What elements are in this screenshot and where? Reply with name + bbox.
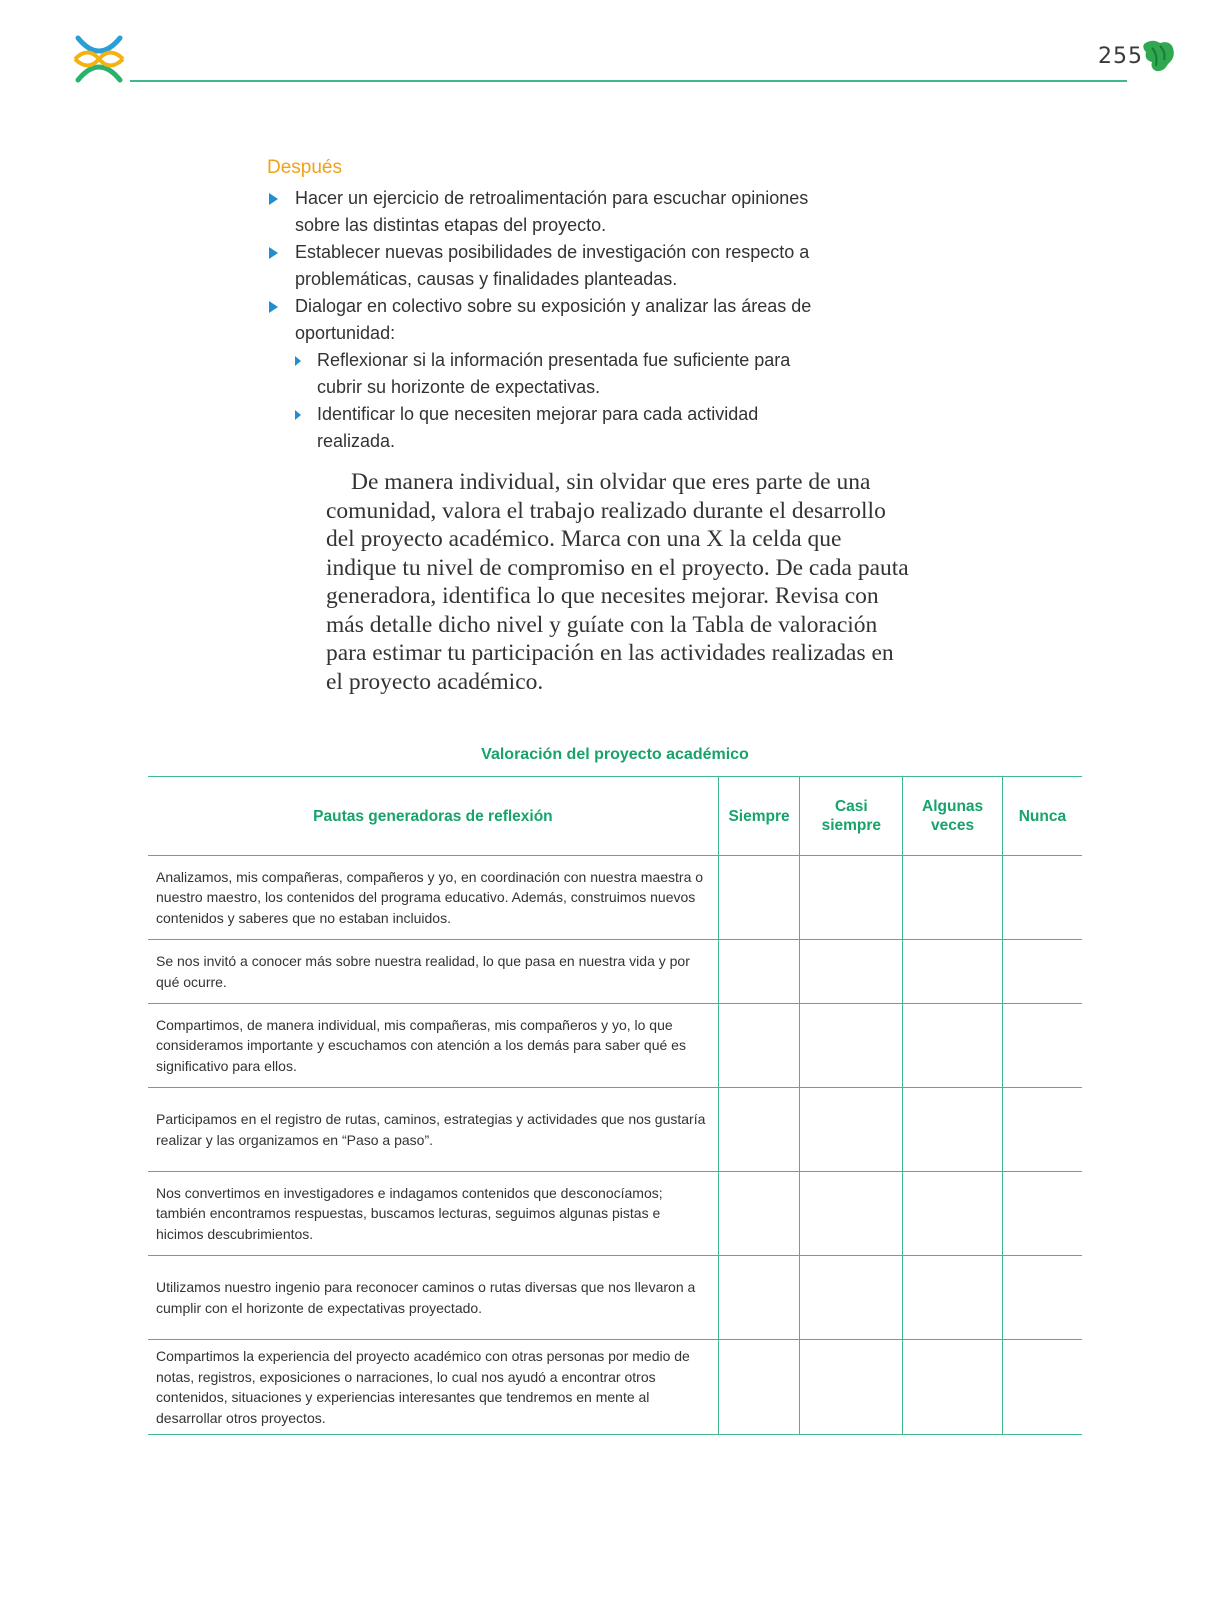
siempre-cell[interactable] — [718, 856, 799, 940]
nunca-cell[interactable] — [1002, 940, 1082, 1004]
pauta-cell: Compartimos, de manera individual, mis compañeras, mis compañeros y yo, lo que consideramos importante y escuchamos con atención a los demás para saber qué es significativo para ellos. — [148, 1004, 718, 1088]
casi-siempre-cell[interactable] — [800, 856, 903, 940]
siempre-cell[interactable] — [718, 1256, 799, 1340]
table-row — [148, 1340, 1082, 1435]
table-row — [148, 1256, 1082, 1340]
casi-siempre-cell[interactable] — [800, 1004, 903, 1088]
table-title: Valoración del proyecto académico — [481, 746, 749, 763]
algunas-veces-cell[interactable] — [903, 1172, 1002, 1256]
casi-siempre-cell[interactable] — [800, 1172, 903, 1256]
siempre-cell[interactable] — [718, 1340, 799, 1435]
triangle-bullet-icon — [295, 410, 301, 420]
pauta-cell: Nos convertimos en investigadores e indagamos contenidos que desconocíamos; también encontramos respuestas, buscamos lecturas, seguimos algunas pistas e hicimos descubrimientos. — [148, 1172, 718, 1256]
algunas-veces-cell[interactable] — [903, 1340, 1002, 1435]
triangle-bullet-icon — [269, 193, 278, 205]
header-casi-siempre: Casi siempre — [800, 777, 903, 856]
list-subitem: Identificar lo que necesiten mejorar para cada actividad realizada. — [267, 401, 827, 455]
pauta-cell: Se nos invitó a conocer más sobre nuestra realidad, lo que pasa en nuestra vida y por qué ocurre. — [148, 940, 718, 1004]
pauta-cell: Compartimos la experiencia del proyecto académico con otras personas por medio de notas, registros, exposiciones o narraciones, lo cual nos ayudó a encontrar otros contenidos, situaciones y experiencias interesantes que tendremos en mente al desarrollar otros proyectos. — [148, 1340, 718, 1435]
instructions-paragraph: De manera individual, sin olvidar que eres parte de una comunidad, valora el trabajo realizado durante el desarrollo del proyecto académico. Marca con una X la celda que indique tu nivel de compromiso en el proyecto. De cada pauta generadora, identifica lo que necesites mejorar. Revisa con más detalle dicho nivel y guíate con la Tabla de valoración para estimar tu participación en las actividades realizadas en el proyecto académico. — [326, 469, 909, 695]
header-algunas-veces: Algunas veces — [903, 777, 1002, 856]
nunca-cell[interactable] — [1002, 1340, 1082, 1435]
page-number: 255 — [1098, 44, 1143, 69]
casi-siempre-cell[interactable] — [800, 1088, 903, 1172]
header-pautas: Pautas generadoras de reflexión — [148, 777, 718, 856]
siempre-cell[interactable] — [718, 1088, 799, 1172]
nunca-cell[interactable] — [1002, 1004, 1082, 1088]
list-item: Establecer nuevas posibilidades de investigación con respecto a problemáticas, causas y finalidades planteadas. — [267, 239, 827, 293]
casi-siempre-cell[interactable] — [800, 1340, 903, 1435]
algunas-veces-cell[interactable] — [903, 940, 1002, 1004]
list-item: Dialogar en colectivo sobre su exposición y analizar las áreas de oportunidad: — [267, 293, 827, 347]
pauta-cell: Utilizamos nuestro ingenio para reconocer caminos o rutas diversas que nos llevaron a cumplir con el horizonte de expectativas proyectado. — [148, 1256, 718, 1340]
nunca-cell[interactable] — [1002, 856, 1082, 940]
list-subitem: Reflexionar si la información presentada fue suficiente para cubrir su horizonte de expectativas. — [267, 347, 827, 401]
table-row — [148, 856, 1082, 940]
siempre-cell[interactable] — [718, 1172, 799, 1256]
table-header-row — [148, 777, 1082, 856]
interlinked-rings-logo-icon — [72, 34, 126, 84]
evaluation-table — [148, 776, 1082, 1435]
table-row — [148, 1172, 1082, 1256]
section-heading: Después — [267, 157, 342, 178]
nunca-cell[interactable] — [1002, 1088, 1082, 1172]
nunca-cell[interactable] — [1002, 1172, 1082, 1256]
triangle-bullet-icon — [269, 301, 278, 313]
table-row — [148, 1088, 1082, 1172]
despues-section — [267, 157, 827, 455]
table-row — [148, 940, 1082, 1004]
casi-siempre-cell[interactable] — [800, 1256, 903, 1340]
pauta-cell: Participamos en el registro de rutas, caminos, estrategias y actividades que nos gustaría realizar y las organizamos en “Paso a paso”. — [148, 1088, 718, 1172]
algunas-veces-cell[interactable] — [903, 1256, 1002, 1340]
siempre-cell[interactable] — [718, 940, 799, 1004]
header-rule — [130, 80, 1127, 82]
header-siempre: Siempre — [718, 777, 799, 856]
casi-siempre-cell[interactable] — [800, 940, 903, 1004]
algunas-veces-cell[interactable] — [903, 1088, 1002, 1172]
table-row — [148, 1004, 1082, 1088]
triangle-bullet-icon — [269, 247, 278, 259]
header-nunca: Nunca — [1002, 777, 1082, 856]
algunas-veces-cell[interactable] — [903, 1004, 1002, 1088]
triangle-bullet-icon — [295, 356, 301, 366]
algunas-veces-cell[interactable] — [903, 856, 1002, 940]
green-leaf-emblem-icon — [1140, 38, 1176, 74]
list-item: Hacer un ejercicio de retroalimentación para escuchar opiniones sobre las distintas etapas del proyecto. — [267, 185, 827, 239]
activity-list — [267, 185, 827, 455]
pauta-cell: Analizamos, mis compañeras, compañeros y yo, en coordinación con nuestra maestra o nuestro maestro, los contenidos del programa educativo. Además, construimos nuevos contenidos y saberes que no estaban incluidos. — [148, 856, 718, 940]
siempre-cell[interactable] — [718, 1004, 799, 1088]
nunca-cell[interactable] — [1002, 1256, 1082, 1340]
